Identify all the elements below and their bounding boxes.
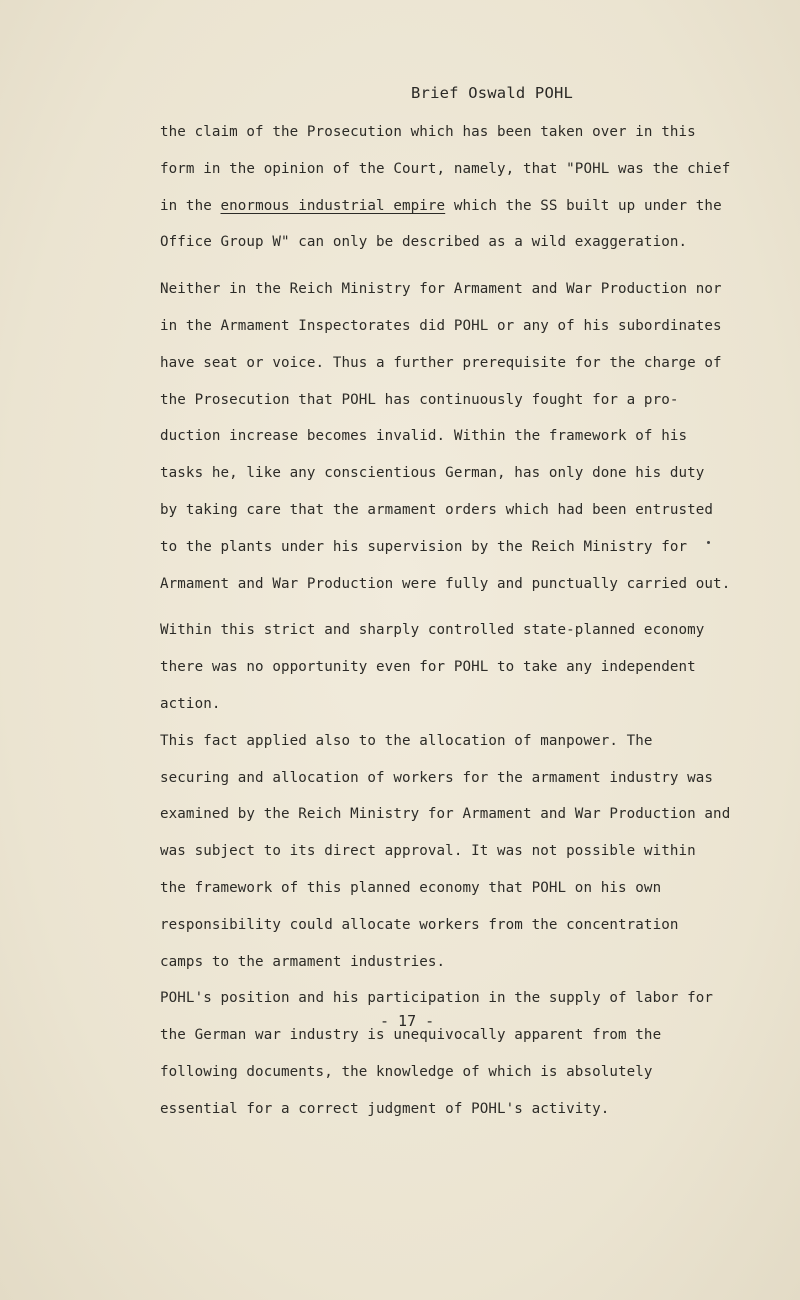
text-line: the Prosecution that POHL has continuously fought for a pro- — [160, 391, 679, 408]
text-segment: which the SS built up under the — [445, 197, 722, 214]
text-line: the framework of this planned economy that POHL on his own — [160, 879, 662, 896]
text-line: following documents, the knowledge of which is absolutely — [160, 1063, 653, 1080]
text-line: the claim of the Prosecution which has been taken over in this — [160, 124, 696, 140]
underlined-phrase: enormous industrial empire — [220, 197, 446, 214]
text-line: Within this strict and sharply controlled state-planned economy — [160, 622, 705, 639]
text-line: essential for a correct judgment of POHL's activity. — [160, 1100, 610, 1117]
paragraph-4 — [160, 723, 731, 981]
text-line: have seat or voice. Thus a further prerequisite for the charge of — [160, 354, 722, 371]
paragraph-5 — [160, 980, 720, 1127]
text-line: tasks he, like any conscientious German, has only done his duty — [160, 465, 705, 482]
text-line: responsibility could allocate workers from the concentration — [160, 916, 679, 933]
text-line: in the Armament Inspectorates did POHL or any of his subordinates — [160, 317, 722, 334]
text-line: examined by the Reich Ministry for Armament and War Production and — [160, 806, 731, 823]
text-line — [160, 188, 720, 225]
text-line: by taking care that the armament orders which had been entrusted — [160, 501, 714, 518]
paragraph-2 — [160, 271, 731, 602]
stray-ink-dot — [707, 541, 710, 544]
text-line: duction increase becomes invalid. Within the framework of his — [160, 428, 688, 445]
text-line: was subject to its direct approval. It was not possible within — [160, 843, 696, 860]
text-line: securing and allocation of workers for the armament industry was — [160, 769, 714, 786]
page-number: - 17 - — [380, 1012, 435, 1030]
text-line: This fact applied also to the allocation of manpower. The — [160, 732, 653, 749]
text-line: POHL's position and his participation in the supply of labor for — [160, 990, 714, 1007]
text-line: Armament and War Production were fully and punctually carried out. — [160, 575, 731, 592]
text-line: form in the opinion of the Court, namely, that "POHL was the chief — [160, 160, 731, 177]
document-body — [160, 114, 731, 1128]
paragraph-3 — [160, 612, 720, 722]
text-line: Office Group W" can only be described as a wild exaggeration. — [160, 234, 688, 251]
paragraph-1 — [160, 114, 731, 261]
text-line: there was no opportunity even for POHL to take any independent — [160, 659, 696, 676]
page-header: Brief Oswald POHL — [411, 84, 574, 102]
text-segment: in the — [160, 197, 221, 214]
text-line: the German war industry is unequivocally apparent from the — [160, 1027, 662, 1044]
text-line: action. — [160, 695, 221, 712]
text-line: camps to the armament industries. — [160, 953, 446, 970]
text-line: to the plants under his supervision by the Reich Ministry for — [160, 538, 688, 555]
text-line: Neither in the Reich Ministry for Armament and War Production nor — [160, 281, 722, 298]
